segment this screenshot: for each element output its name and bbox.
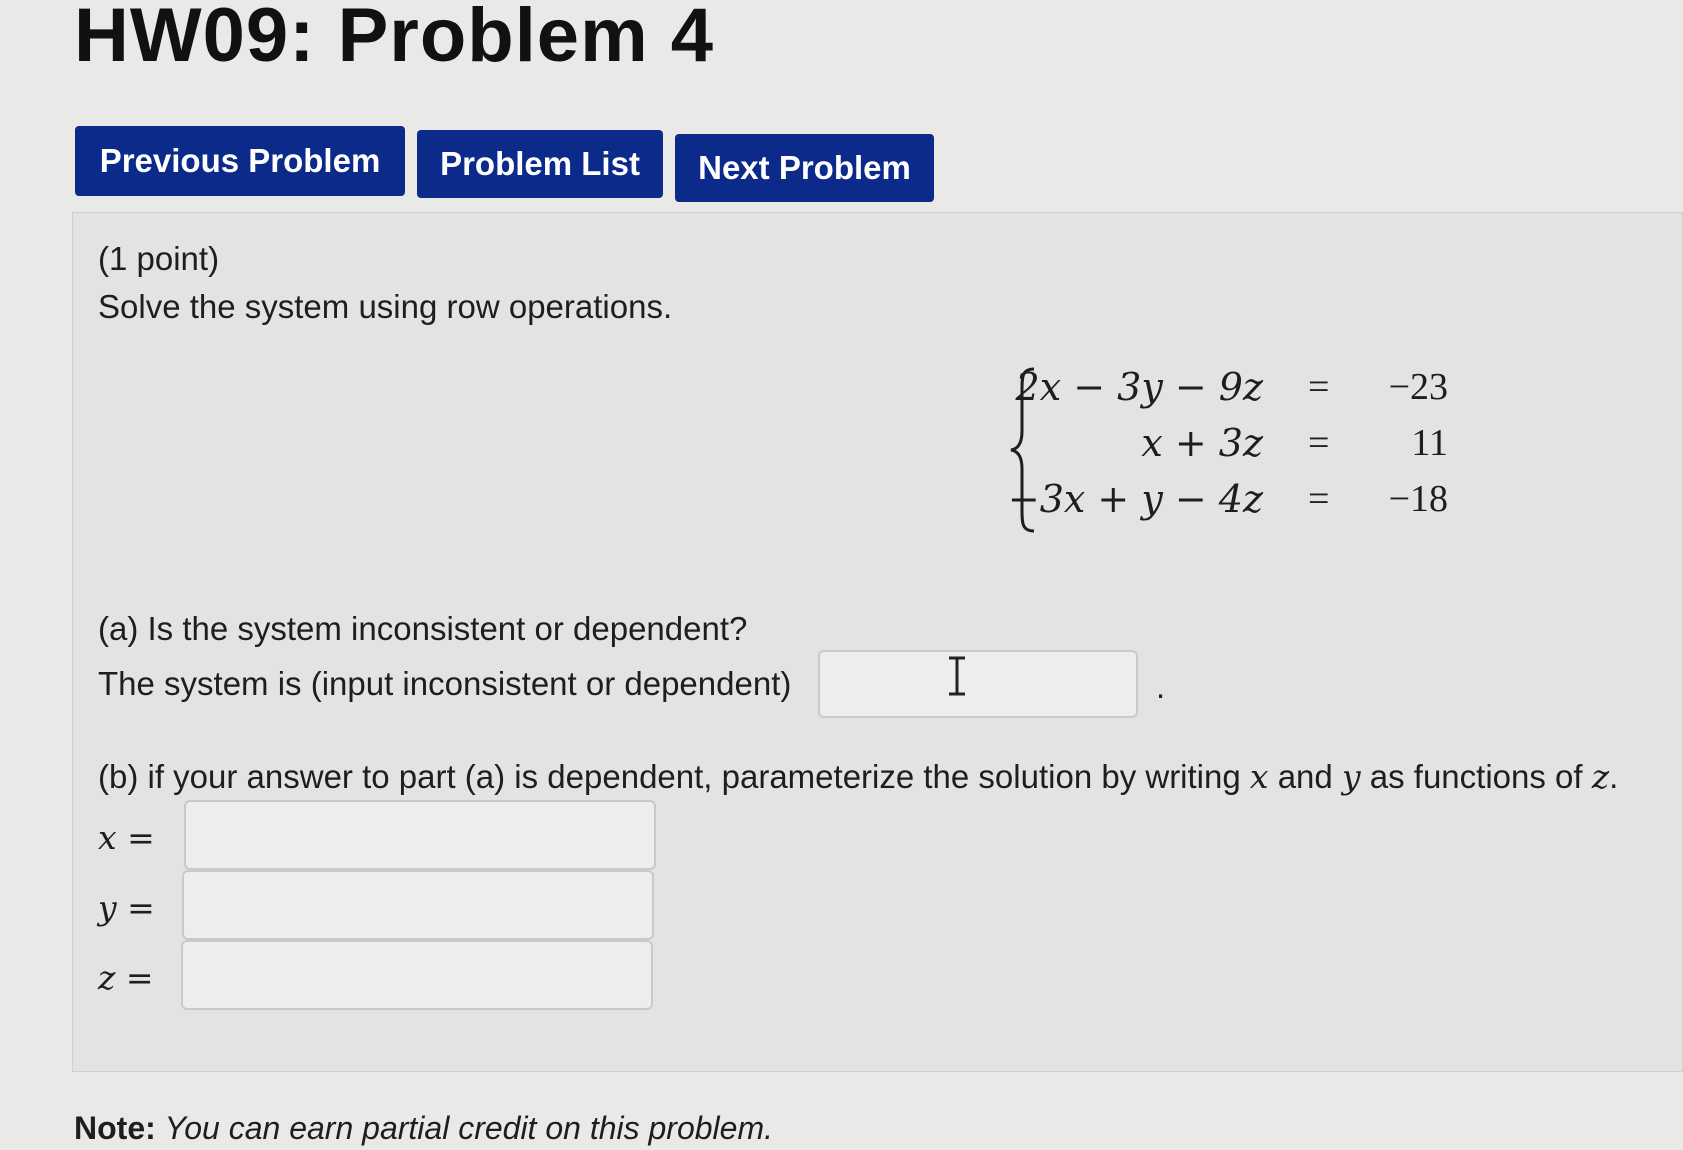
part-a-prompt: The system is (input inconsistent or dependent) [98,665,792,702]
part-b-question [98,757,1618,796]
equation-lhs: −3x + y − 4z [1007,477,1263,521]
equation-row-2 [1038,421,1448,477]
x-field-label: x = [98,818,155,857]
text-cursor-icon [946,656,968,696]
previous-problem-button[interactable]: Previous Problem [75,126,405,196]
equation-rhs: 11 [1411,422,1448,464]
z-answer-input[interactable] [181,940,653,1010]
equals-sign: = [1308,422,1330,464]
equation-system [1008,365,1448,535]
system-type-input[interactable] [818,650,1138,718]
note-label: Note: [74,1110,156,1146]
equation-lhs: 2x − 3y − 9z [1015,365,1263,409]
partial-credit-note [74,1110,773,1147]
variable-z: z [1591,757,1610,796]
page-title: HW09: Problem 4 [74,0,715,78]
equals-sign: = [1308,478,1330,520]
z-field-label: z = [98,958,154,997]
variable-y: y [1341,757,1361,796]
part-b-end: . [1609,758,1619,795]
equals-sign: = [1308,366,1330,408]
y-answer-input[interactable] [182,870,654,940]
part-a-suffix: . [1156,668,1166,705]
note-text: You can earn partial credit on this problem. [164,1110,773,1146]
next-problem-button[interactable]: Next Problem [675,134,934,202]
variable-x: x [1249,757,1269,796]
y-field-label: y = [98,888,155,927]
problem-list-button[interactable]: Problem List [417,130,663,198]
part-b-prefix: (b) if your answer to part (a) is dependent, parameterize the solution by writing [98,758,1241,795]
problem-points: (1 point) [98,240,220,277]
part-b-middle: as functions of [1369,758,1583,795]
equation-row-1 [1015,365,1448,421]
problem-instruction: Solve the system using row operations. [98,288,673,325]
part-b-and: and [1277,758,1333,795]
part-a-question: (a) Is the system inconsistent or dependent? [98,610,748,647]
equation-rhs: −18 [1388,478,1448,520]
x-answer-input[interactable] [184,800,656,870]
equation-lhs: x + 3z [1141,421,1263,465]
equation-rhs: −23 [1388,366,1448,408]
equation-row-3 [1007,477,1448,533]
